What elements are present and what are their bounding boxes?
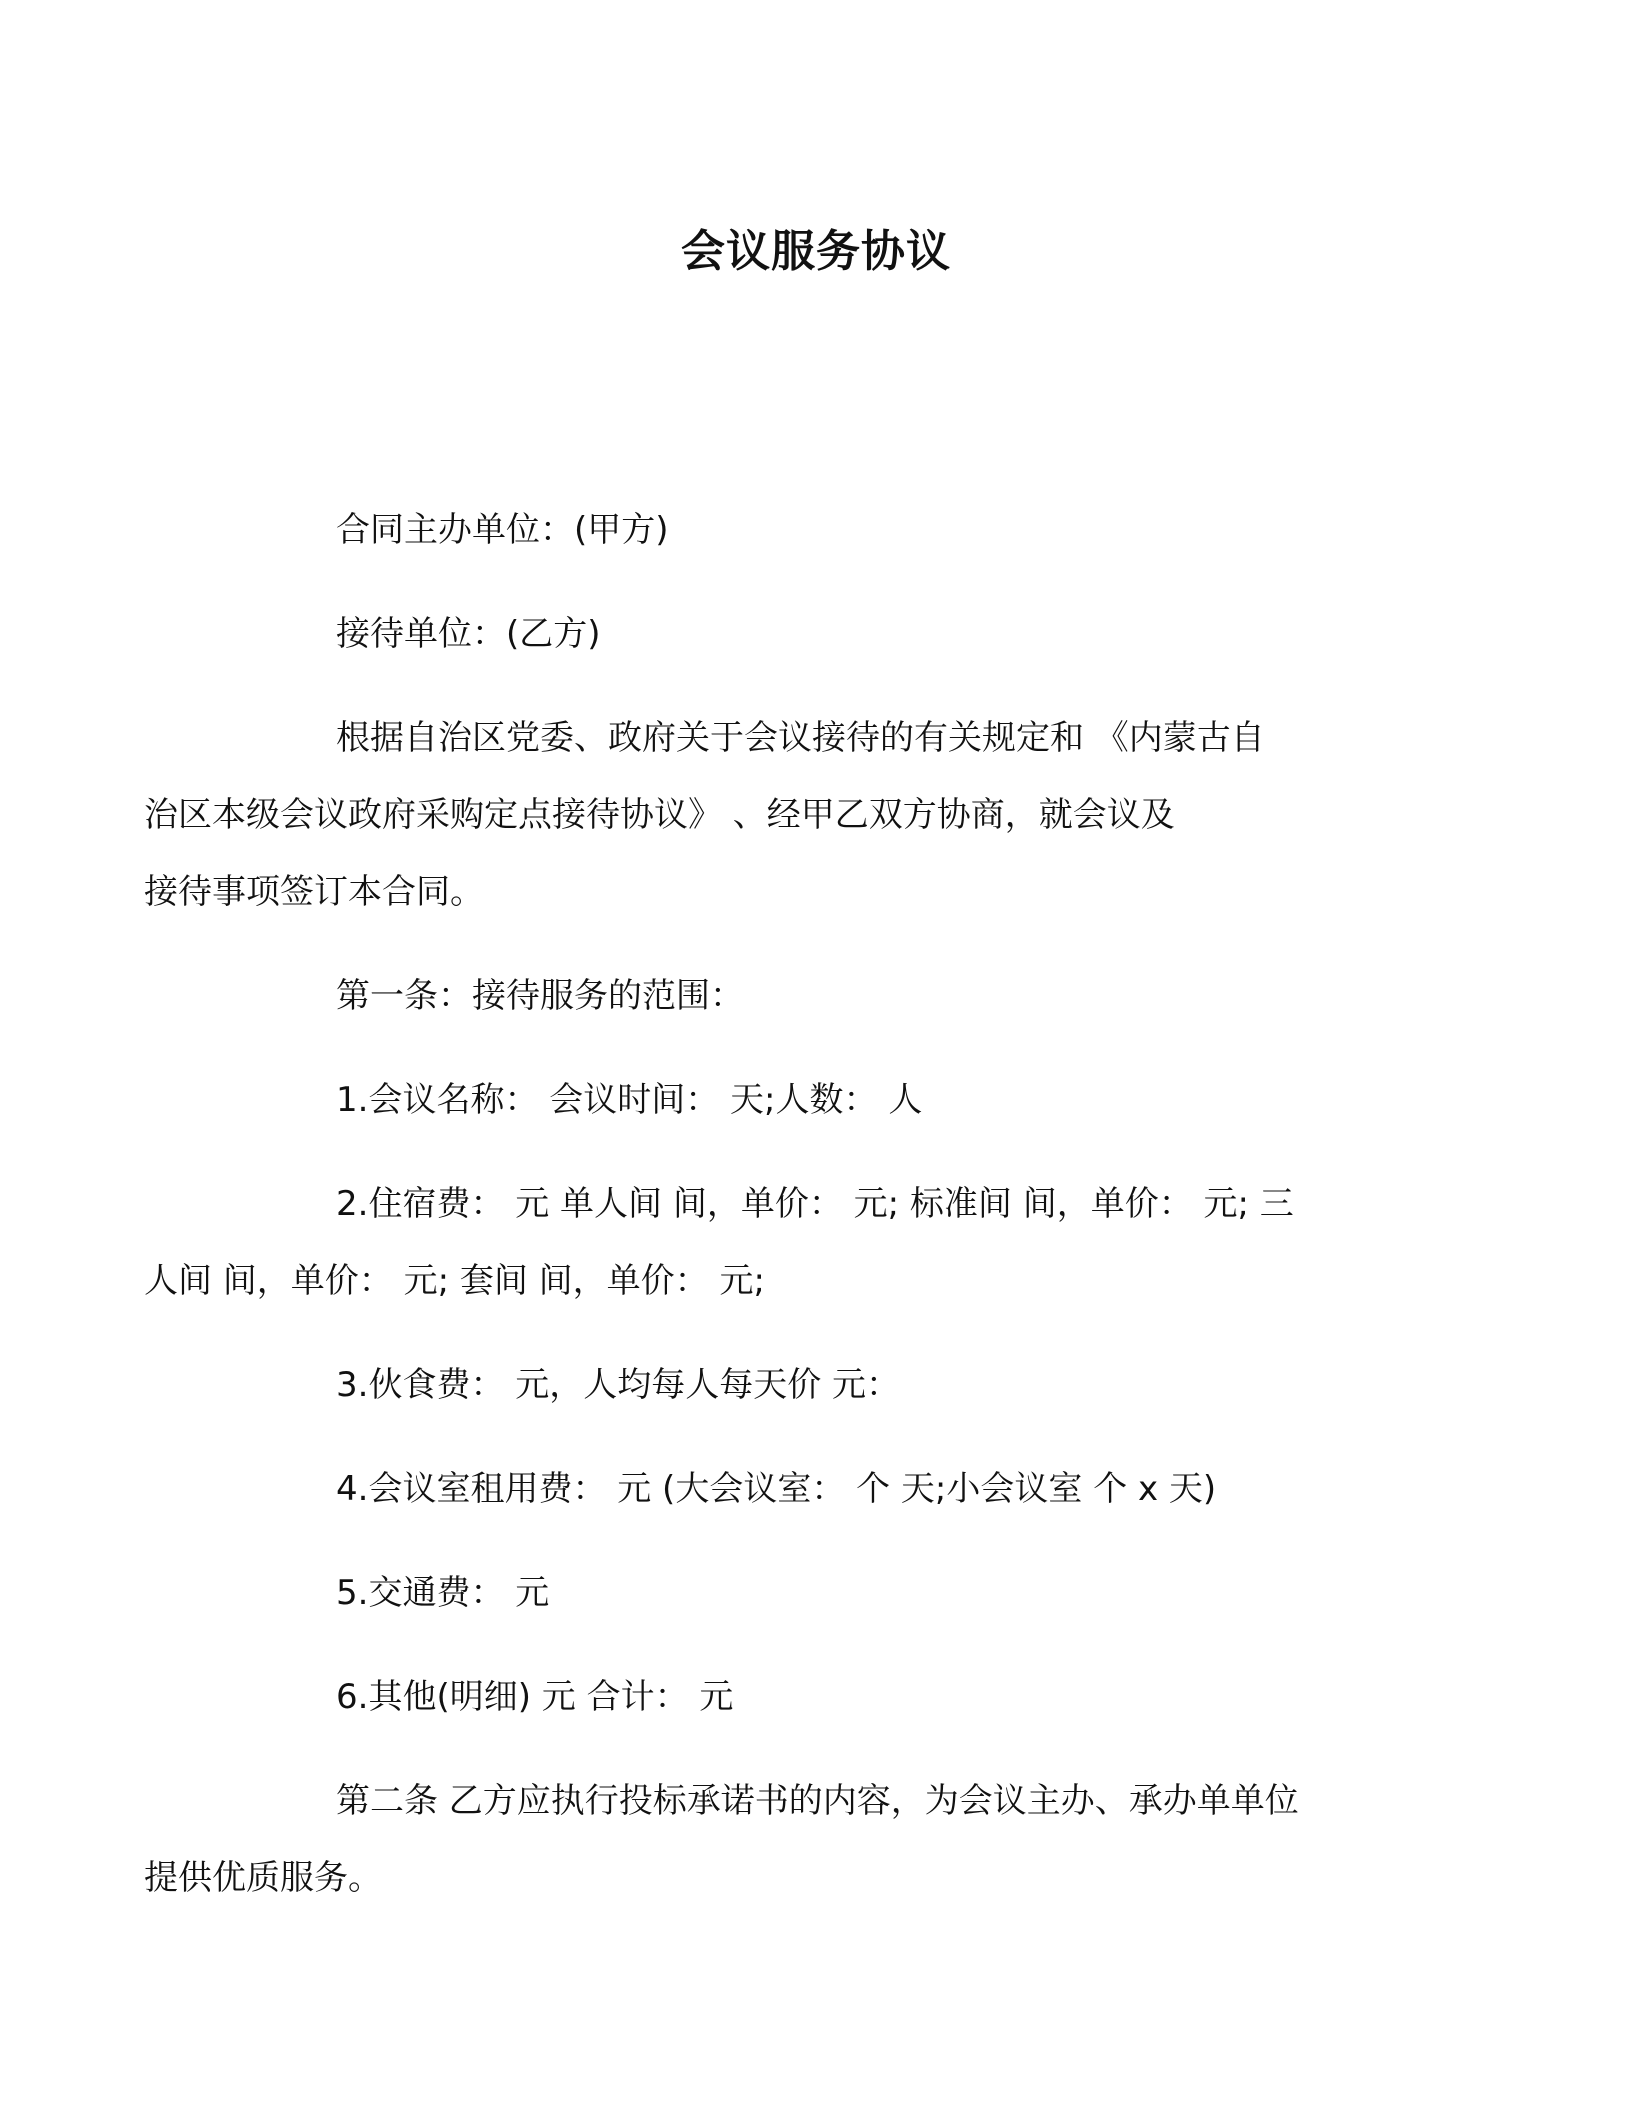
text-line: 提供优质服务。	[144, 1858, 382, 1898]
text-line: 第二条 乙方应执行投标承诺书的内容，为会议主办、承办单单位	[336, 1781, 1299, 1821]
paragraph-item-4	[240, 1451, 1400, 1528]
paragraph-article-2	[144, 1763, 1400, 1917]
text-line: 接待事项签订本合同。	[144, 872, 484, 912]
paragraph-item-3	[240, 1347, 1400, 1424]
paragraph-preamble	[144, 700, 1400, 931]
paragraph-article-1-heading	[240, 958, 1400, 1035]
paragraph-item-2	[144, 1166, 1400, 1320]
text-line: 根据自治区党委、政府关于会议接待的有关规定和 《内蒙古自	[336, 718, 1265, 758]
text-line: 6.其他(明细) 元 合计： 元	[336, 1677, 734, 1717]
text-line: 合同主办单位：(甲方)	[336, 510, 669, 550]
paragraph-party-a	[240, 492, 1400, 569]
paragraph-party-b	[240, 596, 1400, 673]
paragraph-item-6	[240, 1659, 1400, 1736]
paragraph-item-5	[240, 1555, 1400, 1632]
document-title: 会议服务协议	[681, 226, 951, 277]
text-line: 5.交通费： 元	[336, 1573, 550, 1613]
text-line: 接待单位：(乙方)	[336, 614, 601, 654]
text-line: 治区本级会议政府采购定点接待协议》 、经甲乙双方协商，就会议及	[144, 795, 1175, 835]
document-body	[144, 492, 1400, 1944]
text-line: 第一条：接待服务的范围：	[336, 976, 744, 1016]
text-line: 2.住宿费： 元 单人间 间，单价： 元; 标准间 间，单价： 元; 三	[336, 1184, 1294, 1224]
text-line: 4.会议室租用费： 元 (大会议室： 个 天;小会议室 个 x 天)	[336, 1469, 1217, 1509]
paragraph-item-1	[240, 1062, 1400, 1139]
text-line: 1.会议名称： 会议时间： 天;人数： 人	[336, 1080, 923, 1120]
text-line: 3.伙食费： 元，人均每人每天价 元：	[336, 1365, 901, 1405]
text-line: 人间 间，单价： 元; 套间 间，单价： 元;	[144, 1261, 765, 1301]
